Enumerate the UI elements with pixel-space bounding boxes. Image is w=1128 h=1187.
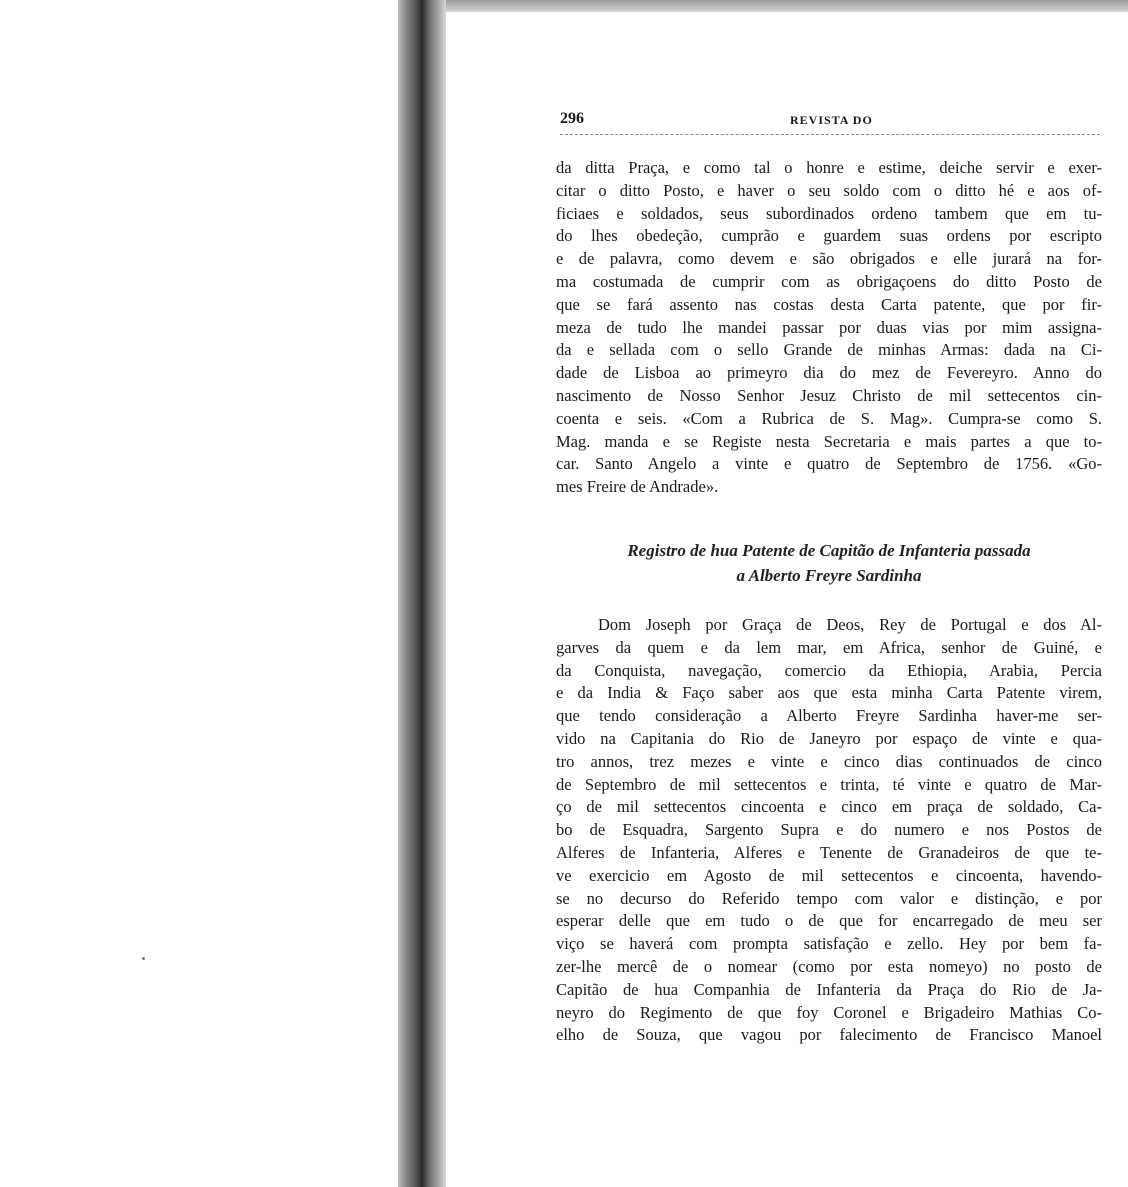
book-binding-shadow	[398, 0, 446, 1187]
text-line: citar o ditto Posto, e haver o seu soldo com o ditto hé e aos of-	[556, 180, 1102, 200]
text-line: elho de Souza, que vagou por falecimento de Francisco Manoel	[556, 1025, 1102, 1045]
text-line: coenta e seis. «Com a Rubrica de S. Mag». Cumpra-se como S.	[556, 408, 1102, 428]
text-line: ma costumada de cumprir com as obrigaçoens do ditto Posto de	[556, 271, 1102, 291]
text-line: Dom Joseph por Graça de Deos, Rey de Portugal e dos Al-	[598, 615, 1102, 634]
text-line: se no decurso do Referido tempo com valor e distinção, e por	[556, 888, 1102, 908]
text-line: bo de Esquadra, Sargento Supra e do numero e nos Postos de	[556, 820, 1102, 840]
text-line: Mag. manda e se Registe nesta Secretaria e mais partes a que to-	[556, 431, 1102, 451]
text-line: do lhes obedeção, cumprão e guardem suas ordens por escripto	[556, 226, 1102, 246]
scan-top-edge	[400, 0, 1128, 12]
text-line: e de palavra, como devem e são obrigados e elle jurará na for-	[556, 249, 1102, 269]
text-line: dade de Lisboa ao primeyro dia do mez de Fevereyro. Anno do	[556, 363, 1102, 383]
page-header	[560, 110, 1100, 134]
text-line: neyro do Regimento de que foy Coronel e Brigadeiro Mathias Co-	[556, 1002, 1102, 1022]
text-line: de Septembro de mil settecentos e trinta, té vinte e quatro de Mar-	[556, 774, 1102, 794]
text-line: que tendo consideração a Alberto Freyre Sardinha haver-me ser-	[556, 706, 1102, 726]
section-title-line: Registro de hua Patente de Capitão de Infanteria passada	[627, 541, 1031, 560]
text-line: mes Freire de Andrade».	[556, 477, 719, 497]
text-line: da e sellada com o sello Grande de minhas Armas: dada na Ci-	[556, 340, 1102, 360]
text-line: da ditta Praça, e como tal o honre e estime, deiche servir e exer-	[556, 158, 1102, 177]
scan-speck	[142, 957, 145, 960]
section-title-line: a Alberto Freyre Sardinha	[736, 566, 922, 585]
paragraph-2	[556, 614, 1102, 1047]
running-head: REVISTA DO	[790, 113, 873, 127]
text-line: nascimento de Nosso Senhor Jesuz Christo de mil settecentos cin-	[556, 385, 1102, 405]
text-line: da Conquista, navegação, comercio da Ethiopia, Arabia, Percia	[556, 660, 1102, 680]
text-line: vido na Capitania do Rio de Janeyro por espaço de vinte e qua-	[556, 728, 1102, 748]
text-line: ficiaes e soldados, seus subordinados ordeno tambem que em tu-	[556, 203, 1102, 223]
text-line: esperar delle que em tudo o de que for encarregado de meu ser	[556, 911, 1102, 931]
text-line: tro annos, trez mezes e vinte e cinco dias continuados de cinco	[556, 751, 1102, 771]
section-title	[556, 538, 1102, 588]
text-line: viço se haverá com prompta satisfação e zello. Hey por bem fa-	[556, 934, 1102, 954]
text-line: car. Santo Angelo a vinte e quatro de Septembro de 1756. «Go-	[556, 454, 1102, 474]
page-number: 296	[560, 110, 584, 127]
text-line: e da India & Faço saber aos que esta minha Carta Patente virem,	[556, 683, 1102, 703]
text-line: Alferes de Infanteria, Alferes e Tenente de Granadeiros de que te-	[556, 842, 1102, 862]
text-line: ve exercicio em Agosto de mil settecentos e cincoenta, havendo-	[556, 865, 1102, 885]
text-line: garves da quem e da lem mar, em Africa, senhor de Guiné, e	[556, 637, 1102, 657]
text-line: ço de mil settecentos cincoenta e cinco em praça de soldado, Ca-	[556, 797, 1102, 817]
header-rule	[560, 134, 1100, 135]
text-line: zer-lhe mercê de o nomear (como por esta nomeyo) no posto de	[556, 956, 1102, 976]
text-line: meza de tudo lhe mandei passar por duas vias por mim assigna-	[556, 317, 1102, 337]
text-line: Capitão de hua Companhia de Infanteria da Praça do Rio de Ja-	[556, 979, 1102, 999]
paragraph-1	[556, 157, 1102, 499]
text-line: que se fará assento nas costas desta Carta patente, que por fir-	[556, 294, 1102, 314]
